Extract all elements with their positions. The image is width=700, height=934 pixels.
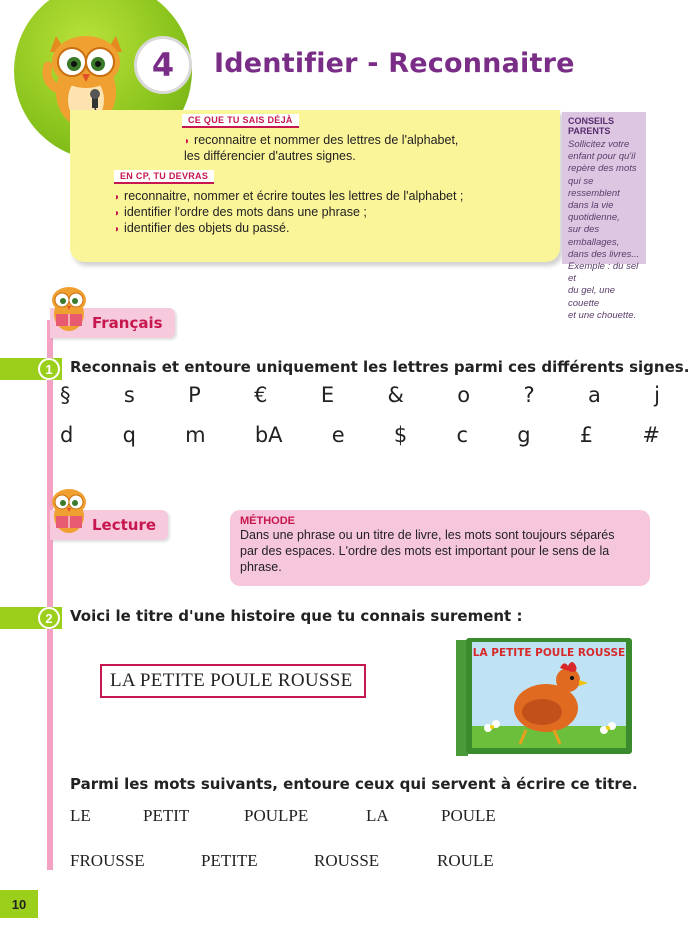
skills-box [70, 110, 560, 262]
bullet-arrow-icon: ◗ [114, 224, 121, 235]
chapter-number-badge: 4 [134, 36, 192, 94]
methode-box [230, 510, 650, 586]
word-choice[interactable]: PETITE [201, 851, 258, 870]
symbol[interactable]: s [123, 383, 135, 407]
symbol[interactable]: £ [579, 423, 594, 447]
word-choice[interactable]: POULE [441, 806, 496, 825]
word-choice[interactable]: PETIT [143, 806, 190, 825]
symbol[interactable]: g [517, 423, 531, 447]
word-choice[interactable]: LA [366, 806, 389, 825]
symbol[interactable]: § [60, 383, 71, 407]
symbol[interactable]: $ [393, 423, 408, 447]
symbol[interactable]: j [654, 383, 660, 407]
methode-line: Dans une phrase ou un titre de livre, les mots sont toujours séparés [240, 528, 615, 542]
story-title-box: LA PETITE POULE ROUSSE [100, 664, 366, 698]
learn-label: EN CP, TU DEVRAS [114, 170, 214, 184]
reading-owl-icon [46, 486, 92, 536]
conseils-title: CONSEILS PARENTS [568, 116, 615, 136]
learn-item-2: ◗ identifier l'ordre des mots dans une phrase ; [114, 205, 367, 219]
book-cover-title: LA PETITE POULE ROUSSE [472, 647, 626, 659]
symbol[interactable]: E [320, 383, 335, 407]
symbol[interactable]: # [642, 423, 660, 447]
methode-line: par des espaces. L'ordre des mots est important pour le sens de la [240, 544, 610, 558]
symbol[interactable]: bA [254, 423, 283, 447]
known-item-2: les différencier d'autres signes. [184, 149, 356, 163]
learn-item-3: ◗ identifier des objets du passé. [114, 221, 290, 235]
exercise-2-number: 2 [38, 607, 60, 629]
symbol[interactable]: P [188, 383, 201, 407]
reading-owl-icon [46, 284, 92, 334]
known-item-1: ◗ reconnaitre et nommer des lettres de l'alphabet, [184, 133, 459, 147]
exercise-1-number: 1 [38, 358, 60, 380]
left-margin-bar [47, 320, 53, 870]
symbol[interactable]: a [587, 383, 601, 407]
symbol[interactable]: c [456, 423, 469, 447]
symbol[interactable]: m [185, 423, 206, 447]
known-label: CE QUE TU SAIS DÉJÀ [182, 114, 299, 128]
conseils-text: Sollicitez votre enfant pour qu'il repère des mots qui se ressemblent dans la vie quotidienne, sur des emballages, dans des livres... Exemple : du sel et du gel, une couette et une chouette. [568, 139, 640, 321]
page-number: 10 [0, 890, 38, 918]
methode-title: MÉTHODE [240, 515, 295, 527]
word-choice[interactable]: ROUSSE [314, 851, 380, 870]
word-choice[interactable]: ROULE [437, 851, 494, 870]
exercise-1-instruction: Reconnais et entoure uniquement les lettres parmi ces différents signes. [70, 358, 690, 376]
exercise-2-instruction-2: Parmi les mots suivants, entoure ceux qui servent à écrire ce titre. [70, 775, 638, 793]
bullet-arrow-icon: ◗ [114, 192, 121, 203]
symbol[interactable]: o [457, 383, 471, 407]
learn-item-1: ◗ reconnaitre, nommer et écrire toutes les lettres de l'alphabet ; [114, 189, 464, 203]
symbol[interactable]: e [331, 423, 345, 447]
symbol-row-2 [60, 423, 660, 447]
word-choice[interactable]: POULPE [244, 806, 309, 825]
symbol[interactable]: d [60, 423, 74, 447]
symbol[interactable]: & [387, 383, 404, 407]
word-choice[interactable]: LE [70, 806, 91, 825]
exercise-2-instruction: Voici le titre d'une histoire que tu connais surement : [70, 607, 523, 625]
section-lecture: Lecture [50, 510, 168, 540]
symbol-row-1 [60, 383, 660, 407]
bullet-arrow-icon: ◗ [184, 136, 191, 147]
symbol[interactable]: € [254, 383, 268, 407]
word-choice[interactable]: FROUSSE [70, 851, 145, 870]
symbol[interactable]: q [122, 423, 136, 447]
book-cover-image [456, 638, 634, 756]
symbol[interactable]: ? [523, 383, 535, 407]
page-title: Identifier - Reconnaitre [214, 48, 575, 79]
bullet-arrow-icon: ◗ [114, 208, 121, 219]
conseils-parents-box [562, 112, 646, 321]
section-francais: Français [50, 308, 175, 338]
methode-line: phrase. [240, 560, 282, 574]
